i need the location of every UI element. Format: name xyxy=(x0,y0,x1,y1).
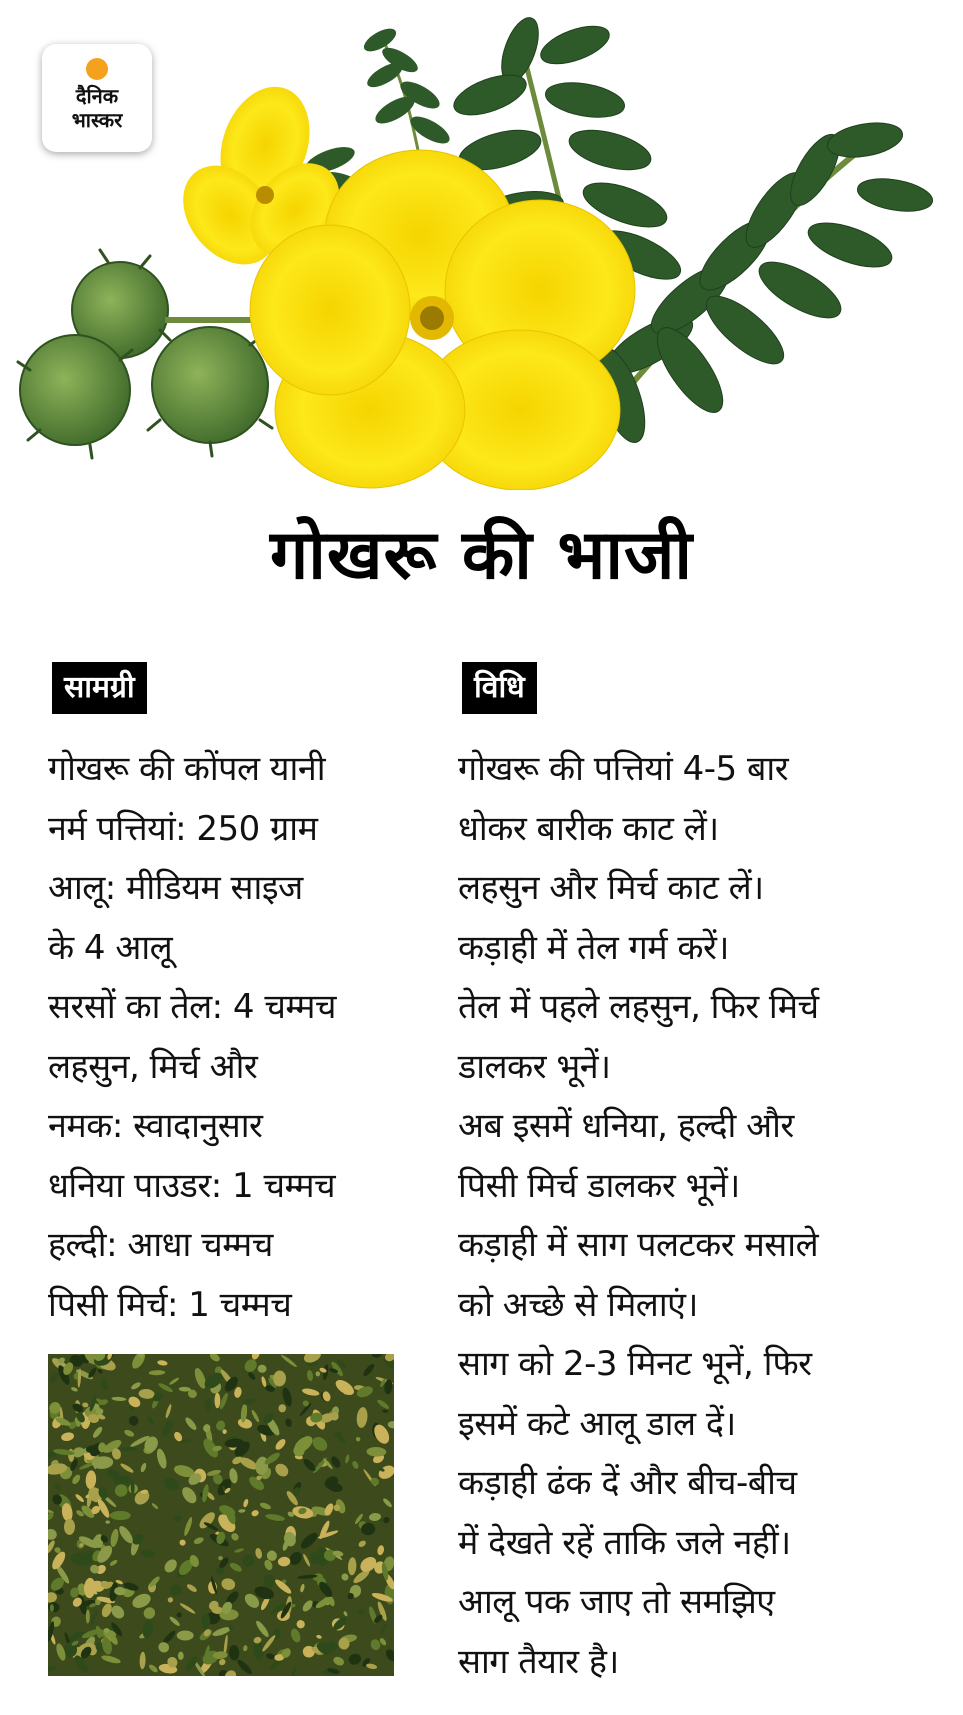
recipe-title: गोखरू की भाजी xyxy=(269,516,694,595)
gokhru-fruits xyxy=(18,250,272,458)
dainik-bhaskar-logo xyxy=(42,44,152,152)
method-line: अब इसमें धनिया, हल्दी और xyxy=(458,1106,794,1146)
method-line: साग को 2-3 मिनट भूनें, फिर xyxy=(458,1344,812,1384)
method-line: तेल में पहले लहसुन, फिर मिर्च xyxy=(458,987,819,1027)
method-steps xyxy=(458,740,819,1692)
dish-texture-speck xyxy=(215,1393,221,1408)
logo-text-line1: दैनिक xyxy=(75,84,119,108)
dish-texture-speck xyxy=(202,1613,211,1629)
ingredient-line: नमक: स्वादानुसार xyxy=(48,1106,263,1146)
dish-texture-speck xyxy=(86,1610,90,1624)
method-line: धोकर बारीक काट लें। xyxy=(458,808,719,849)
method-line: को अच्छे से मिलाएं। xyxy=(458,1284,698,1325)
method-line: कड़ाही में तेल गर्म करें। xyxy=(458,927,729,968)
method-line: में देखते रहें ताकि जले नहीं। xyxy=(458,1522,791,1563)
method-line: कड़ाही ढंक दें और बीच-बीच xyxy=(458,1463,797,1503)
dish-texture-speck xyxy=(119,1447,137,1451)
method-line: गोखरू की पत्तियां 4-5 बार xyxy=(458,749,789,789)
ingredient-line: सरसों का तेल: 4 चम्मच xyxy=(48,987,337,1027)
ingredients-list xyxy=(48,740,336,1335)
method-line: इसमें कटे आलू डाल दें। xyxy=(458,1403,736,1444)
ingredient-line: गोखरू की कोंपल यानी xyxy=(48,749,326,789)
dish-texture-speck xyxy=(177,1631,194,1641)
method-line: कड़ाही में साग पलटकर मसाले xyxy=(458,1225,819,1265)
method-heading: विधि xyxy=(462,662,537,714)
ingredient-line: लहसुन, मिर्च और xyxy=(48,1046,258,1087)
cooked-bhaji-photo xyxy=(48,1354,394,1676)
method-line: लहसुन और मिर्च काट लें। xyxy=(458,868,764,908)
ingredient-line: हल्दी: आधा चम्मच xyxy=(48,1225,273,1265)
ingredients-heading: सामग्री xyxy=(52,662,147,714)
ingredient-line: नर्म पत्तियां: 250 ग्राम xyxy=(48,808,318,849)
ingredient-line: के 4 आलू xyxy=(48,927,173,968)
ingredient-line: आलू: मीडियम साइज xyxy=(48,868,303,908)
ingredient-line: पिसी मिर्च: 1 चम्मच xyxy=(48,1284,292,1325)
method-line: डालकर भूनें। xyxy=(458,1046,611,1087)
dish-texture-speck xyxy=(178,1652,184,1660)
ingredient-line: धनिया पाउडर: 1 चम्मच xyxy=(48,1165,336,1206)
logo-text-line2: भास्कर xyxy=(71,108,123,132)
method-line: पिसी मिर्च डालकर भूनें। xyxy=(458,1165,740,1206)
method-line: साग तैयार है। xyxy=(458,1641,619,1682)
method-line: आलू पक जाए तो समझिए xyxy=(458,1582,775,1622)
dish-texture-speck xyxy=(316,1371,321,1376)
logo-sun-icon xyxy=(86,58,108,80)
dish-texture-speck xyxy=(110,1511,131,1520)
